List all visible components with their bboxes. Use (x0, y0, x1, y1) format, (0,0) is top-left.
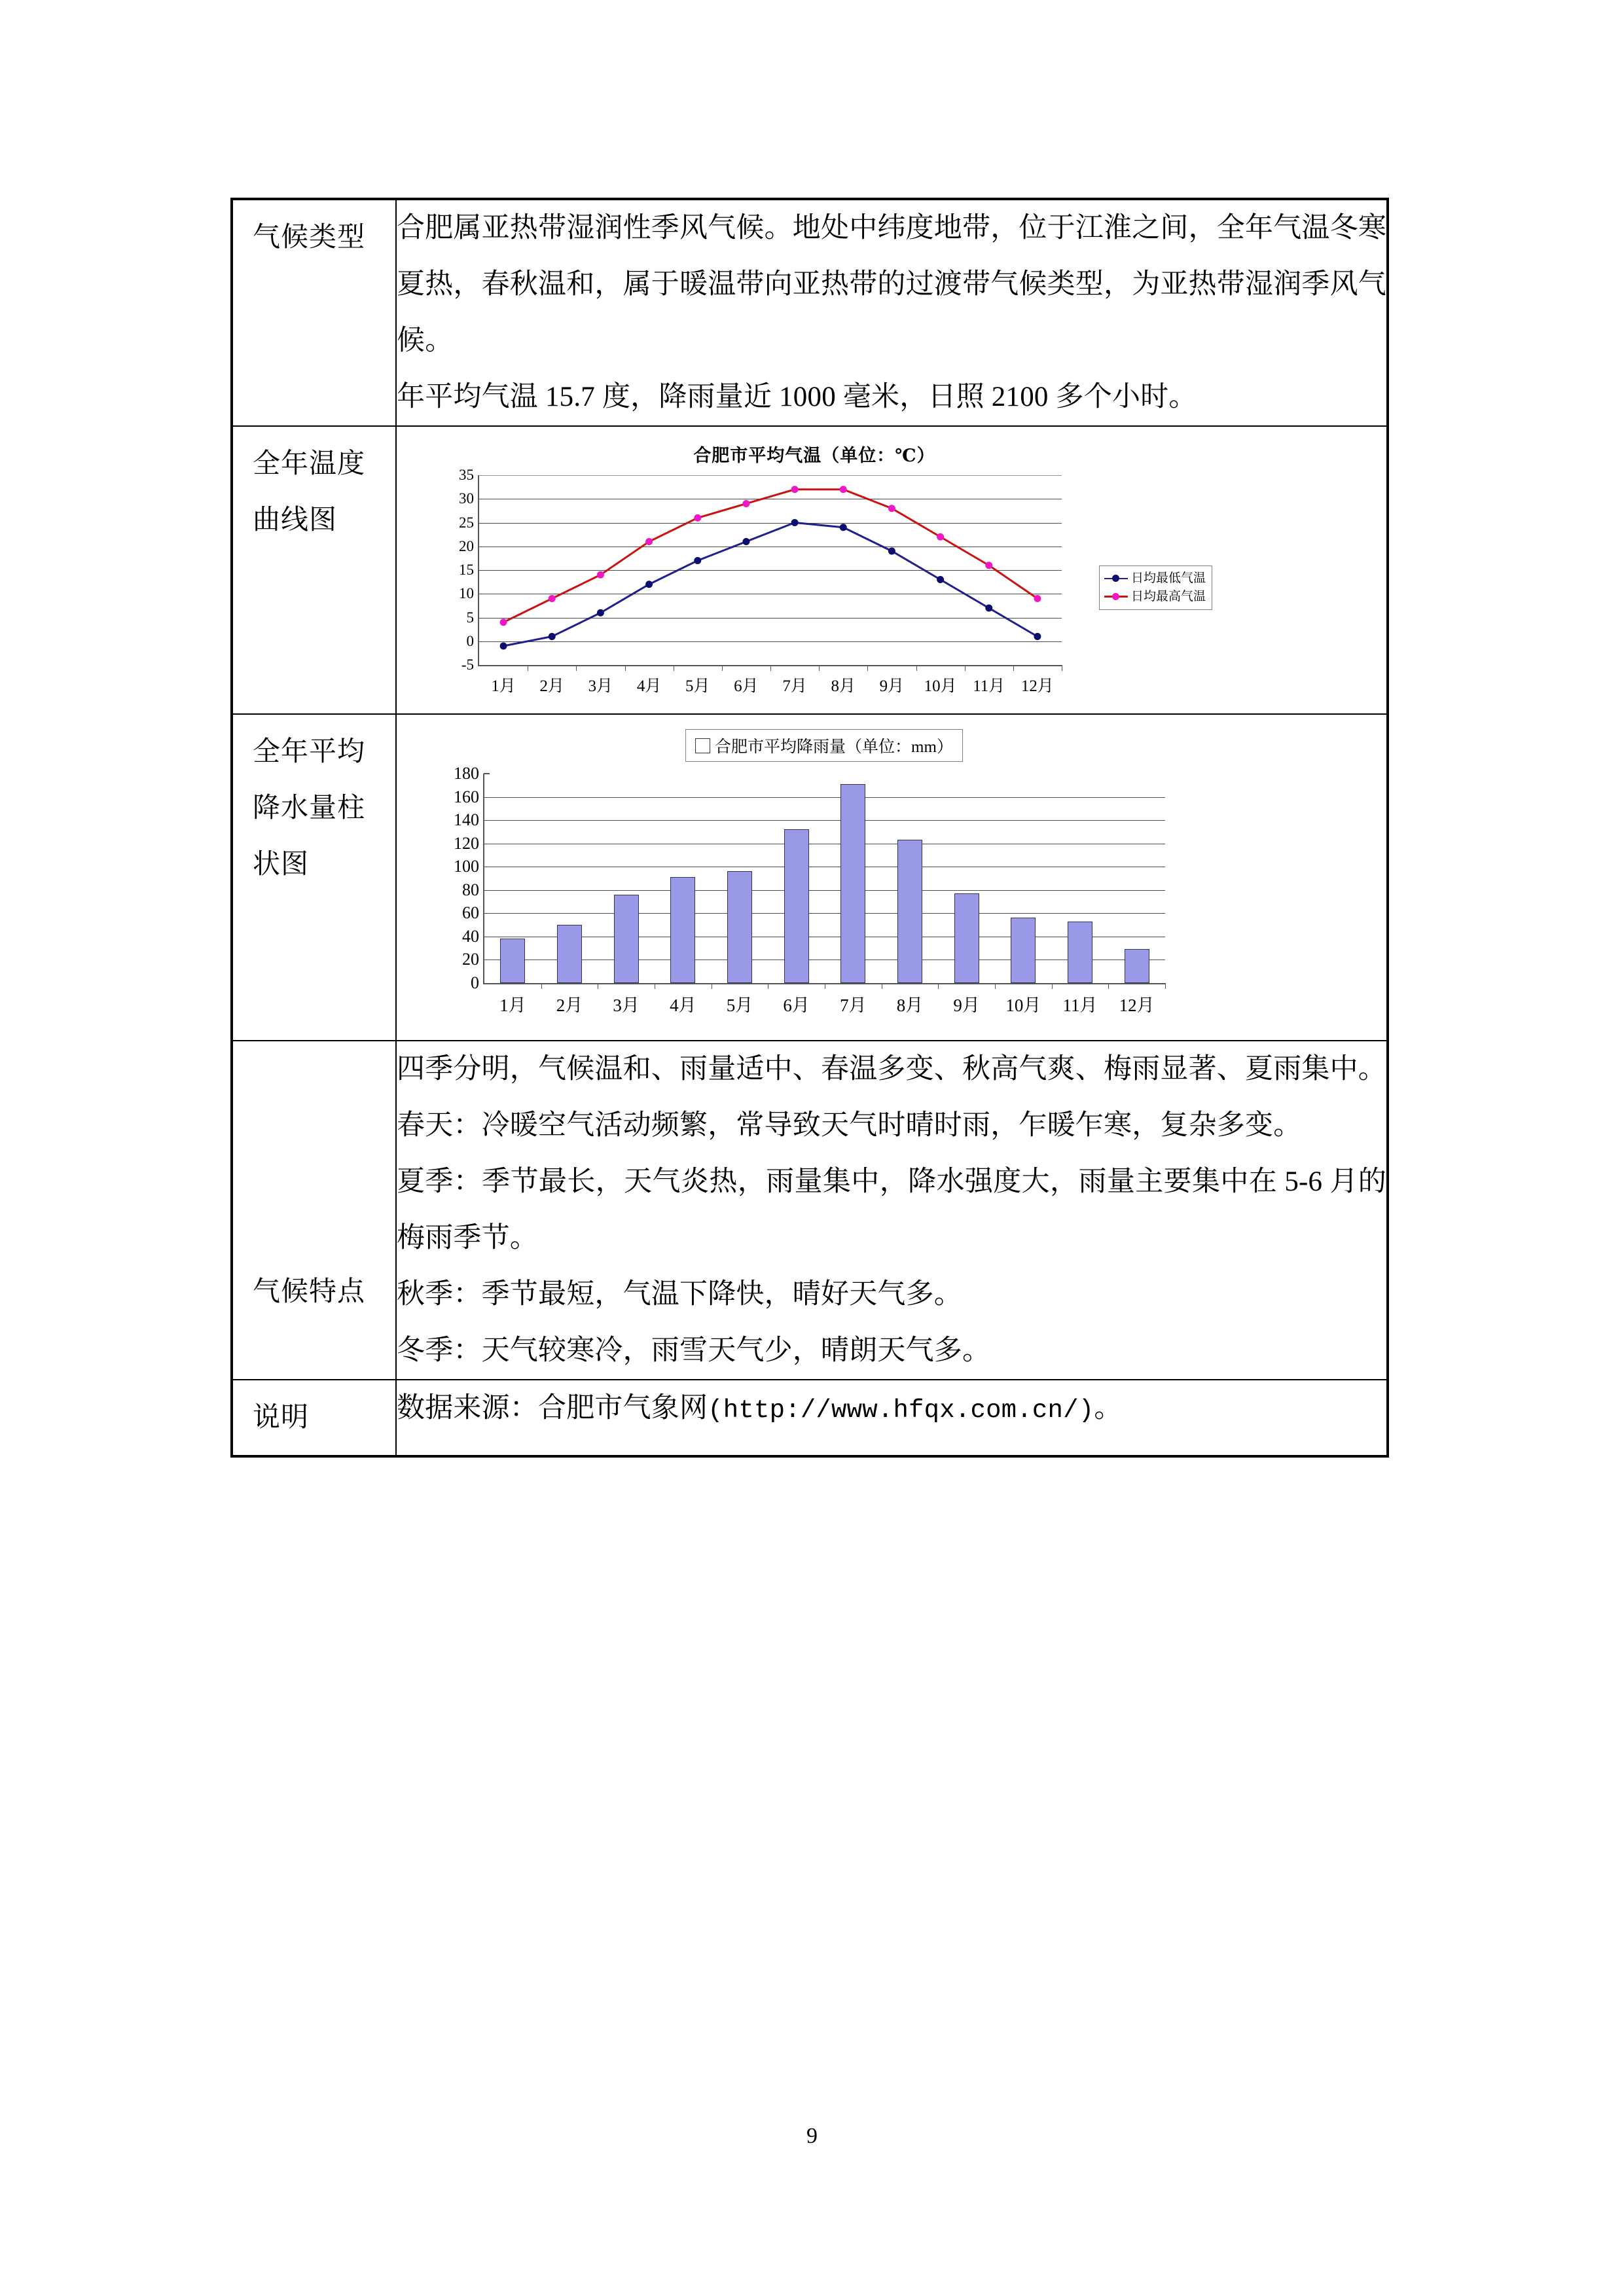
climate-features-paragraph-1: 四季分明，气候温和、雨量适中、春温多变、秋高气爽、梅雨显著、夏雨集中。 (397, 1054, 1386, 1085)
x-axis-tick (995, 983, 996, 989)
row-content-cell-climate-features (396, 1041, 1388, 1380)
legend-item (1104, 588, 1206, 606)
bar-chart-legend (685, 729, 963, 762)
series-line (503, 523, 1038, 647)
x-axis-tick (1013, 665, 1014, 671)
table-row (232, 1041, 1388, 1380)
bar (557, 925, 582, 983)
x-axis-tick-label: 5月 (726, 996, 753, 1015)
climate-type-paragraph-2: 年平均气温 15.7 度，降雨量近 1000 毫米，日照 2100 多个小时。 (397, 382, 1197, 412)
bar (727, 871, 752, 983)
y-axis-tick-label: 60 (462, 903, 479, 923)
legend-marker-icon (1104, 574, 1128, 583)
bar (954, 893, 979, 983)
x-axis-tick-label: 11月 (1062, 996, 1098, 1015)
bar (1125, 949, 1149, 983)
y-axis-tick-label: 120 (454, 833, 479, 853)
data-point-marker (645, 581, 653, 588)
row-content-cell-climate-type (396, 199, 1388, 426)
data-point-marker (549, 595, 556, 602)
row-label-cell-temperature-curve (232, 426, 396, 714)
y-axis-tick-label: 0 (466, 632, 474, 649)
bar (500, 939, 525, 983)
y-axis-tick-label: 25 (459, 514, 474, 531)
data-point-marker (597, 571, 604, 579)
row-label-cell-precipitation-bar (232, 714, 396, 1041)
x-axis-tick-label: 8月 (831, 677, 856, 695)
legend-marker-icon (1104, 592, 1128, 601)
note-source-suffix: 。 (1094, 1393, 1123, 1424)
data-point-marker (791, 486, 799, 493)
x-axis-tick-label: 1月 (491, 677, 516, 695)
y-axis-tick-label: 30 (459, 490, 474, 507)
data-point-marker (549, 633, 556, 640)
x-axis-tick (916, 665, 917, 671)
x-axis-tick (541, 983, 542, 989)
bar-chart-legend-label: 合肥市平均降雨量（单位：mm） (715, 738, 953, 756)
x-axis-tick-label: 2月 (539, 677, 565, 695)
bar (1011, 918, 1036, 983)
x-axis-tick-label: 12月 (1119, 996, 1155, 1015)
climate-info-table (230, 198, 1389, 1458)
y-axis-tick-label: 180 (454, 764, 479, 783)
note-source-prefix: 数据来源：合肥市气象网 (397, 1393, 708, 1424)
y-axis-tick-label: 160 (454, 787, 479, 806)
data-point-marker (742, 538, 749, 545)
y-axis-tick-label: 35 (459, 467, 474, 483)
gridline (484, 820, 1165, 821)
y-axis-tick-label: 15 (459, 562, 474, 578)
climate-features-paragraph-spring: 春天：冷暖空气活动频繁，常导致天气时晴时雨，乍暖乍寒，复杂多变。 (397, 1110, 1302, 1141)
table-row (232, 199, 1388, 426)
y-axis-tick-label: 80 (462, 880, 479, 899)
y-axis-tick-label: 10 (459, 585, 474, 602)
row-content-cell-note (396, 1380, 1388, 1456)
table-row (232, 1380, 1388, 1456)
x-axis-tick-label: 9月 (879, 677, 905, 695)
y-axis-tick-label: -5 (461, 656, 474, 673)
gridline (484, 890, 1165, 891)
data-point-marker (888, 505, 895, 512)
data-point-marker (742, 500, 749, 507)
line-chart-title: 合肥市平均气温（单位：℃） (693, 446, 935, 465)
x-axis-tick (1108, 983, 1109, 989)
x-axis-tick-label: 9月 (953, 996, 980, 1015)
data-point-marker (985, 605, 992, 612)
x-axis-tick (576, 665, 577, 671)
y-axis-tick-label: 40 (462, 926, 479, 946)
bar-legend-swatch-icon (695, 738, 710, 753)
x-axis-tick (938, 983, 939, 989)
bar (784, 829, 809, 983)
x-axis-tick (1052, 983, 1053, 989)
x-axis-tick (819, 665, 820, 671)
data-point-marker (840, 486, 847, 493)
line-chart-series-layer (479, 475, 1062, 665)
row-content-cell-precipitation-bar (396, 714, 1388, 1041)
gridline (484, 913, 1165, 914)
note-source-line (397, 1380, 1386, 1437)
x-axis-tick-label: 6月 (734, 677, 759, 695)
y-axis-tick-label: 140 (454, 810, 479, 830)
x-axis-tick-label: 12月 (1020, 677, 1054, 695)
table-row (232, 426, 1388, 714)
data-point-marker (1034, 595, 1041, 602)
y-axis-tick-label: 20 (459, 537, 474, 554)
line-chart-legend (1099, 565, 1212, 610)
y-axis-tick-label: 20 (462, 950, 479, 969)
data-point-marker (500, 619, 507, 626)
gridline (484, 797, 1165, 798)
bar-chart-plot-area (454, 764, 1165, 1015)
data-point-marker (791, 519, 799, 526)
table-row (232, 714, 1388, 1041)
legend-item-label: 日均最高气温 (1130, 589, 1206, 603)
bar (1068, 922, 1092, 983)
series-line (503, 490, 1038, 622)
y-axis-tick-label: 0 (471, 973, 479, 992)
x-axis-tick-label: 7月 (840, 996, 867, 1015)
x-axis-tick (770, 665, 771, 671)
bar (840, 784, 865, 983)
climate-features-paragraph-winter: 冬季：天气较寒冷，雨雪天气少，晴朗天气多。 (397, 1335, 991, 1366)
x-axis-tick-label: 11月 (973, 677, 1005, 695)
data-point-marker (1034, 633, 1041, 640)
y-axis-tick-label: 5 (466, 609, 474, 626)
precipitation-bar-chart (415, 729, 1233, 1027)
row-content-cell-temperature-curve (396, 426, 1388, 714)
row-label-temperature-curve: 全年温度曲线图 (253, 449, 366, 536)
row-label-precipitation-bar: 全年平均降水量柱状图 (253, 737, 366, 880)
data-point-marker (694, 514, 701, 522)
x-axis-tick-label: 6月 (783, 996, 810, 1015)
data-point-marker (500, 643, 507, 650)
page-number: 9 (806, 2124, 818, 2148)
x-axis-tick (1165, 983, 1166, 989)
bar-axis-cap (484, 773, 490, 774)
row-label-climate-type: 气候类型 (253, 223, 366, 253)
row-label-note: 说明 (253, 1403, 310, 1433)
bar (670, 877, 695, 983)
x-axis-tick (625, 665, 626, 671)
row-label-cell-climate-features (232, 1041, 396, 1380)
x-axis-tick-label: 4月 (636, 677, 662, 695)
line-chart-plot-area (459, 467, 1062, 695)
x-axis-tick-label: 5月 (685, 677, 710, 695)
x-axis-tick-label: 2月 (556, 996, 583, 1015)
bar (897, 840, 922, 983)
row-label-cell-climate-type (232, 199, 396, 426)
x-axis-tick-label: 7月 (782, 677, 807, 695)
x-axis-tick (722, 665, 723, 671)
climate-features-paragraph-autumn: 秋季：季节最短，气温下降快，晴好天气多。 (397, 1279, 962, 1310)
x-axis-tick-label: 3月 (588, 677, 613, 695)
x-axis-tick-label: 8月 (896, 996, 924, 1015)
x-axis-tick-label: 3月 (613, 996, 640, 1015)
data-point-marker (985, 562, 992, 569)
x-axis-tick-label: 10月 (924, 677, 957, 695)
data-point-marker (840, 524, 847, 531)
data-point-marker (937, 576, 944, 583)
bar (614, 895, 639, 983)
note-source-url: (http://www.hfqx.com.cn/) (708, 1396, 1094, 1425)
x-axis-tick-label: 4月 (670, 996, 696, 1015)
row-label-cell-note (232, 1380, 396, 1456)
data-point-marker (597, 609, 604, 617)
data-point-marker (694, 557, 701, 564)
climate-features-paragraph-summer: 夏季：季节最长，天气炎热，雨量集中，降水强度大，雨量主要集中在 5-6 月的梅雨季节。 (397, 1166, 1386, 1253)
temperature-line-chart (415, 441, 1214, 703)
y-axis-tick-label: 100 (454, 857, 479, 876)
row-label-climate-features: 气候特点 (253, 1277, 366, 1307)
data-point-marker (937, 533, 944, 541)
legend-item (1104, 569, 1206, 588)
x-axis-tick-label: 1月 (499, 996, 526, 1015)
x-axis-tick (867, 665, 868, 671)
data-point-marker (645, 538, 653, 545)
data-point-marker (888, 548, 895, 555)
climate-type-paragraph-1: 合肥属亚热带湿润性季风气候。地处中纬度地带，位于江淮之间，全年气温冬寒夏热，春秋温和，属于暖温带向亚热带的过渡带气候类型，为亚热带湿润季风气候。 (397, 213, 1386, 356)
legend-item-label: 日均最低气温 (1130, 571, 1206, 585)
x-axis-tick-label: 10月 (1005, 996, 1041, 1015)
